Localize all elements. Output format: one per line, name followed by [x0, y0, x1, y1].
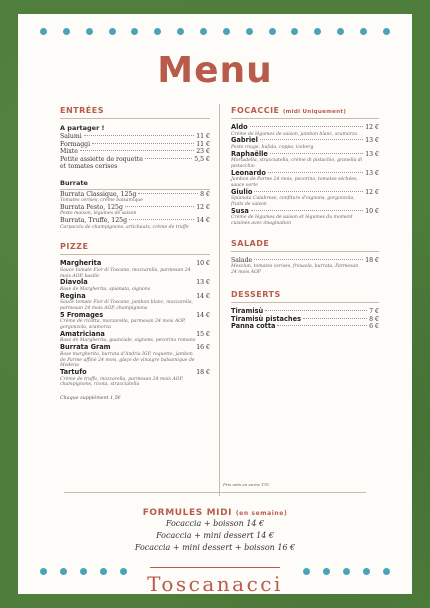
formule-line: Focaccia + mini dessert 14 €: [156, 531, 274, 540]
dot-leader: [260, 139, 363, 140]
menu-item: [231, 170, 379, 178]
formules-heading: [18, 508, 412, 518]
dot-leader: [84, 135, 194, 136]
subheading-a-partager: A partager !: [60, 124, 105, 132]
dot: [109, 28, 116, 35]
item-name: Burrata Pesto, 125g: [60, 203, 123, 211]
item-name: Susa: [231, 206, 249, 215]
dot: [131, 28, 138, 35]
item-name: Salade: [231, 256, 253, 264]
item-description: Crème de légumes de saison et légumes du moment cuisinés avec imagination: [231, 215, 353, 227]
menu-item: [60, 293, 210, 301]
item-name: Burrata Classique, 125g: [60, 190, 137, 198]
item-name: Burrata, Truffe, 125g: [60, 217, 128, 225]
menu-item: [231, 137, 379, 145]
menu-item: [60, 191, 210, 199]
item-price: 14 €: [196, 311, 210, 319]
menu-item: [231, 151, 379, 159]
item-price: 15 €: [196, 330, 210, 338]
menu-item: [60, 217, 210, 225]
menu-item: [60, 141, 210, 149]
item-price: 18 €: [196, 369, 210, 377]
item-name: Margherita: [60, 259, 102, 268]
item-price: 11 €: [196, 133, 210, 140]
item-name: Giulio: [231, 187, 253, 196]
item-description: Mortadella, stracciatella, crème di pistachio, granella di pistacchio: [231, 158, 363, 169]
item-description: Carpaccio de champignons, artichauts, crème de truffe: [60, 224, 189, 230]
brand-logo-text: Toscanacci: [147, 572, 283, 596]
dot-leader: [270, 153, 363, 154]
item-description: Pesto maison, légumes de saison: [60, 211, 137, 217]
dot: [383, 28, 390, 35]
item-price: 8 €: [200, 190, 210, 198]
dot-leader: [254, 191, 363, 192]
item-name: Panna cotta: [231, 322, 276, 331]
dot: [223, 28, 230, 35]
divider-line: [64, 492, 366, 493]
item-price: 18 €: [365, 256, 379, 264]
menu-item: [231, 189, 379, 197]
menu-item: [60, 344, 210, 352]
dot: [360, 28, 367, 35]
item-price: 7 €: [369, 308, 379, 316]
menu-paper: [18, 14, 412, 594]
item-description: Tomates cerises, crème balsamique: [60, 198, 143, 203]
section-heading-desserts: DESSERTS: [231, 290, 379, 303]
menu-item: [60, 204, 210, 212]
item-name: Gabriel: [231, 136, 258, 145]
dot-leader: [303, 318, 367, 319]
item-price: 8 €: [369, 315, 379, 323]
item-price: 14 €: [196, 217, 210, 225]
item-description: Crème de truffe, mozzarella, parmesan 24 mois AOP, champignons, ricota, stracciatella: [60, 376, 184, 388]
formules-title: FORMULES MIDI: [142, 508, 233, 518]
menu-item: [231, 208, 379, 216]
focaccie-title: FOCACCIE: [231, 106, 280, 115]
item-name: Diavola: [60, 278, 88, 287]
dot: [291, 28, 298, 35]
item-price: 10 €: [365, 207, 379, 215]
item-name: Tiramisù: [231, 307, 264, 316]
dot-leader: [129, 219, 194, 220]
item-name: Regina: [60, 291, 86, 300]
dot: [154, 28, 161, 35]
dot-leader: [265, 310, 367, 311]
item-name: Leonardo: [231, 168, 266, 177]
menu-item: [231, 124, 379, 132]
dot-leader: [80, 150, 194, 151]
menu-item: [60, 369, 210, 377]
formule-line: Focaccia + mini dessert + boisson 16 €: [134, 543, 296, 552]
dot-leader: [125, 206, 194, 207]
item-name: Amatriciana: [60, 329, 105, 338]
dot-leader: [145, 158, 192, 159]
item-price: 12 €: [196, 203, 210, 211]
section-heading-entrees: ENTRÉES: [60, 106, 210, 119]
menu-item: [60, 279, 210, 287]
prices-note: Prix nets en euros TTC: [223, 482, 270, 487]
item-description: Sauce tomate Fior di Toscane, mozzarella, parmesan 24 mois AOP, basilic: [60, 267, 191, 279]
dot: [63, 28, 70, 35]
item-name: 5 Fromages: [60, 310, 104, 319]
dot-leader: [277, 325, 367, 326]
item-price: 11 €: [196, 140, 210, 148]
dot: [40, 28, 47, 35]
dot-leader: [250, 126, 364, 127]
supplement-note: Chaque supplément 1,5€: [60, 396, 121, 402]
item-description: Pesto rouge, bufala, coppa, iceberg: [231, 144, 314, 150]
menu-item: [60, 331, 210, 339]
item-price: 23 €: [196, 148, 210, 155]
focaccie-note: (midi Uniquement): [282, 109, 347, 115]
item-description: Sauce tomate Fior di Toscane, jambon blanc, mozzarella, parmesan 24 mois AOP, champignons: [60, 300, 194, 312]
item-name: Aldo: [231, 123, 248, 131]
left-column: [60, 106, 210, 401]
subheading-burrate: Burrate: [60, 179, 210, 190]
dot-leader: [92, 143, 194, 144]
menu-item: [231, 257, 379, 265]
right-column: [231, 106, 379, 331]
item-name: Salumi: [60, 133, 82, 140]
item-description: Spianata Calabrese, confiture d'oignons, gorgonzola, fruits de saison: [231, 196, 355, 208]
item-description: Base margherita, burrata d'Andria IGP, roquette, jambon de Parme affiné 24 mois, glaçe de vinaigre balsamique de Modena: [60, 351, 195, 369]
dot-leader: [268, 172, 363, 173]
dot: [177, 28, 184, 35]
menu-item: [60, 133, 210, 141]
item-name: Mixte: [60, 148, 78, 155]
dot-leader: [254, 259, 363, 260]
item-description: Jambon de Parme 24 mois, pecorino, tomates séchées, sauce verte: [231, 177, 358, 188]
dot: [314, 28, 321, 35]
dot: [269, 28, 276, 35]
dot: [200, 28, 207, 35]
menu-item: [231, 323, 379, 331]
item-price: 5,5 €: [194, 155, 210, 163]
formules-note: (en semaine): [235, 510, 288, 517]
item-name: Formaggi: [60, 140, 91, 148]
menu-item: [60, 156, 210, 164]
item-description: Crème de légumes de saison, jambon blanc, scamorza: [231, 131, 358, 137]
item-price: 13 €: [365, 169, 379, 177]
item-name: Raphaëlle: [231, 149, 268, 158]
item-price: 13 €: [196, 279, 210, 287]
item-name: Burrata Gram: [60, 343, 111, 352]
item-price: 12 €: [365, 188, 379, 196]
item-price: 16 €: [196, 344, 210, 352]
dot: [86, 28, 93, 35]
formules-section: [18, 508, 412, 554]
item-price: 12 €: [365, 124, 379, 131]
menu-item: [60, 163, 210, 171]
top-dot-row: [18, 28, 412, 35]
item-price: 14 €: [196, 292, 210, 300]
section-heading-focaccie: [231, 106, 379, 119]
item-description: Crème de ricotta, mozzarella, parmesan 24 mois AOP, gorgonzola, scamorza: [60, 319, 186, 331]
item-description: Mesclun, tomates cerises, fresaola, burrata, Parmesan 24 mois AOP: [231, 264, 359, 276]
column-divider: [219, 104, 220, 496]
section-heading-salade: SALADE: [231, 239, 379, 252]
item-name: Petite assiette de roquette: [60, 155, 143, 163]
dot-leader: [138, 193, 198, 194]
menu-title: Menu: [157, 50, 273, 91]
item-name: et tomates cerises: [60, 163, 118, 170]
item-description: Base de Margherita, spianata, oignons: [60, 286, 151, 292]
menu-item: [60, 312, 210, 320]
item-name: Tartufo: [60, 368, 87, 377]
section-heading-pizze: PIZZE: [60, 242, 210, 255]
dot: [246, 28, 253, 35]
dot-leader: [251, 210, 363, 211]
item-price: 13 €: [365, 137, 379, 145]
menu-item: [60, 148, 210, 156]
item-price: 6 €: [369, 323, 379, 331]
formule-line: Focaccia + boisson 14 €: [165, 519, 265, 528]
item-price: 13 €: [365, 150, 379, 158]
item-price: 10 €: [196, 260, 210, 268]
menu-item: [60, 260, 210, 268]
dot: [337, 28, 344, 35]
item-description: Base de Margherita, guanciale, oignons, pecorino romano: [60, 338, 196, 344]
item-name: Tiramisù pistaches: [231, 314, 302, 323]
